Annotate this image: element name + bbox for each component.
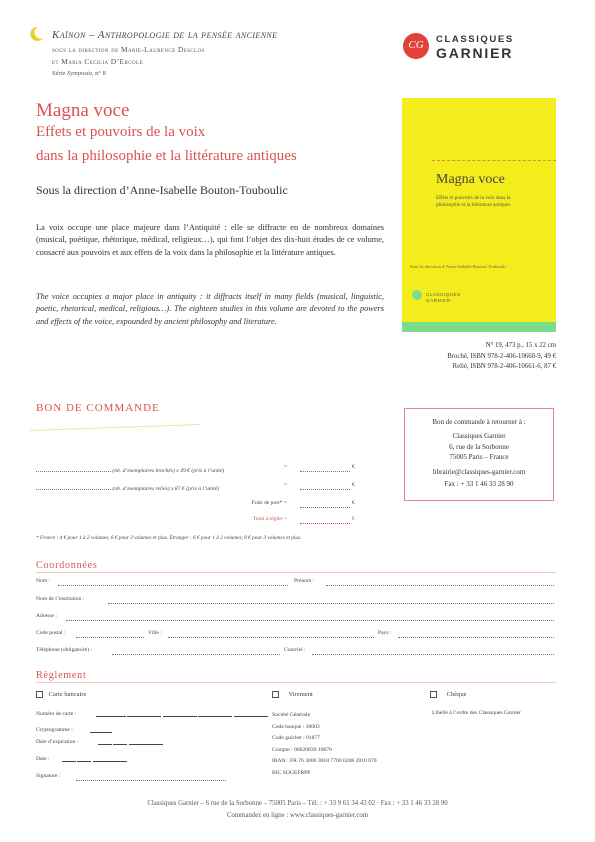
footer-address: Classiques Garnier – 6 rue de la Sorbonne – 75005 Paris – Tél. : + 33 9 61 34 43 02 · Fax : + 33 1 46 33 28 90: [147, 800, 448, 807]
card-checkbox[interactable]: [36, 691, 43, 698]
description-en: The voice occupies a major place in antiquity : it diffracts itself in many fields (musical, linguistic, poetic, rhetorical, medical, religious…). The eighteen studies in this volume are devoted to the powers and effects of the voice, expounded by ancient philosophy and literature.: [36, 292, 384, 326]
book-subtitle-line1: Effets et pouvoirs de la voix: [36, 124, 206, 140]
account-number: Compte : 00020839 10870: [272, 746, 332, 753]
city-input[interactable]: [168, 630, 374, 638]
payment-rule: [36, 682, 556, 683]
return-box: [404, 408, 554, 501]
institution-input[interactable]: [108, 596, 554, 604]
expiry-row: Date d’expiration :: [36, 739, 78, 745]
name-input[interactable]: [58, 578, 288, 586]
order-heading-rule: [30, 424, 200, 431]
return-city: 75005 Paris – France: [449, 453, 509, 462]
cover-editor: Sous la direction d’Anne-Isabelle Bouton-Touboulic: [410, 264, 507, 269]
payment-heading: Règlement: [36, 670, 87, 681]
book-specs: [402, 341, 556, 373]
contact-heading: Coordonnées: [36, 560, 98, 571]
branch-code: Code guichet : 01877: [272, 735, 321, 741]
paperback-total-field[interactable]: [300, 464, 350, 472]
row-address: Adresse :: [36, 613, 556, 619]
date-row: Date :: [36, 756, 50, 762]
cover-dashed-rule: [432, 160, 556, 161]
bic: BIC SOGEFRPP: [272, 769, 311, 776]
postal-code-input[interactable]: [76, 630, 144, 638]
option-cheque[interactable]: Chèque: [430, 691, 466, 698]
moon-icon: [28, 26, 44, 42]
signature-input[interactable]: [76, 773, 226, 781]
row-name: Nom : Prénom :: [36, 578, 556, 584]
publisher-name-line2: GARNIER: [436, 45, 514, 61]
shipping-footnote: * France : 4 € pour 1 à 2 volumes, 6 € pour 3 volumes et plus. Étranger : 6 € pour 1 à 2 volumes, 9 € pour 3 volumes et plus.: [36, 535, 302, 541]
bank-name: Société Générale: [272, 712, 311, 718]
transfer-checkbox[interactable]: [272, 691, 279, 698]
specs-hardback: Relié, ISBN 978-2-406-10661-6, 87 €: [452, 363, 556, 370]
signature-row: Signature :: [36, 773, 60, 779]
return-email[interactable]: librairie@classiques-garnier.com: [432, 467, 526, 476]
bank-details: [272, 710, 377, 779]
paperback-qty-field[interactable]: [36, 464, 111, 472]
book-subtitle-line2: dans la philosophie et la littérature antiques: [36, 148, 297, 164]
card-number-row: Numéro de carte :: [36, 711, 76, 717]
publisher-logo: [403, 33, 429, 59]
row-city: Code postal : Ville : Pays :: [36, 630, 556, 636]
publisher-name-line1: CLASSIQUES: [436, 34, 514, 45]
expiry-input[interactable]: [98, 739, 163, 745]
return-fax: Fax : + 33 1 46 33 28 90: [444, 480, 514, 489]
cryptogram-row: Cryptogramme :: [36, 727, 73, 733]
cover-subtitle: Effets et pouvoirs de la voix dans la philosophie et la littérature antiques: [436, 195, 511, 208]
email-input[interactable]: [312, 647, 554, 655]
phone-input[interactable]: [112, 647, 280, 655]
cryptogram-input[interactable]: [90, 727, 112, 733]
order-row-hardback: (nb. d’exemplaires reliés) x 87 € (prix à l’unité) = €: [36, 482, 366, 492]
series-label: Série Symposia, n° 8: [52, 70, 106, 77]
cheque-checkbox[interactable]: [430, 691, 437, 698]
book-cover: [402, 98, 556, 332]
option-transfer[interactable]: Virement: [272, 691, 313, 698]
row-phone: Téléphone (obligatoire) : Courriel :: [36, 647, 556, 653]
cover-publisher: CLASSIQUES GARNIER: [426, 292, 461, 303]
contact-rule: [36, 572, 556, 573]
return-company: Classiques Garnier: [452, 432, 506, 441]
total-field[interactable]: [300, 516, 350, 524]
return-street: 6, rue de la Sorbonne: [449, 442, 509, 451]
country-input[interactable]: [398, 630, 554, 638]
cover-title: Magna voce: [436, 172, 505, 187]
date-input[interactable]: [62, 756, 127, 762]
iban: IBAN : FR 76 3000 3018 7700 0208 3910 870: [272, 758, 377, 764]
cheque-text: Libellé à l’ordre des Classiques Garnier: [432, 710, 522, 716]
book-editor: Sous la direction d’Anne-Isabelle Bouton-Touboulic: [36, 183, 288, 197]
cover-band: [402, 322, 556, 332]
row-institution: Nom de l’institution :: [36, 596, 556, 602]
footer-website[interactable]: Commandez en ligne : www.classiques-garnier.com: [226, 812, 369, 819]
cover-logo: [412, 290, 422, 300]
specs-paperback: Broché, ISBN 978-2-406-10660-9, 49 €: [447, 352, 556, 360]
hardback-total-field[interactable]: [300, 482, 350, 490]
firstname-input[interactable]: [326, 578, 554, 586]
order-heading: BON DE COMMANDE: [36, 402, 160, 414]
order-row-paperback: (nb. d’exemplaires brochés) x 49 € (prix à l’unité) = €: [36, 464, 366, 474]
series-title: Kaïnon – Anthropologie de la pensée ancienne: [52, 29, 278, 41]
return-heading: Bon de commande à retourner à :: [432, 418, 526, 426]
bank-code: Code banque : 30003: [272, 723, 320, 730]
hardback-qty-field[interactable]: [36, 482, 111, 490]
specs-pages: N° 19, 473 p., 15 x 22 cm: [485, 342, 556, 349]
description-fr: La voix occupe une place majeure dans l’Antiquité : elle se diffracte en de nombreux domaines (musical, poétique, rhétorique, médical, religieux…), qui font l’objet des dix-huit études de ce volume, consacré aux pouvoirs et aux effets de la voix dans la philosophie et la littérature antiques.: [36, 223, 384, 257]
monogram: CG: [408, 39, 424, 51]
book-title: Magna voce: [36, 100, 130, 121]
shipping-field[interactable]: [300, 500, 350, 508]
series-direction-line2: et Maria Cecilia D’Ercole: [52, 57, 143, 66]
option-card[interactable]: Carte bancaire: [36, 691, 86, 698]
card-number-input[interactable]: [96, 711, 268, 717]
series-direction-line1: sous la direction de Marie-Laurence Desclos: [52, 45, 205, 54]
address-input[interactable]: [66, 613, 554, 621]
